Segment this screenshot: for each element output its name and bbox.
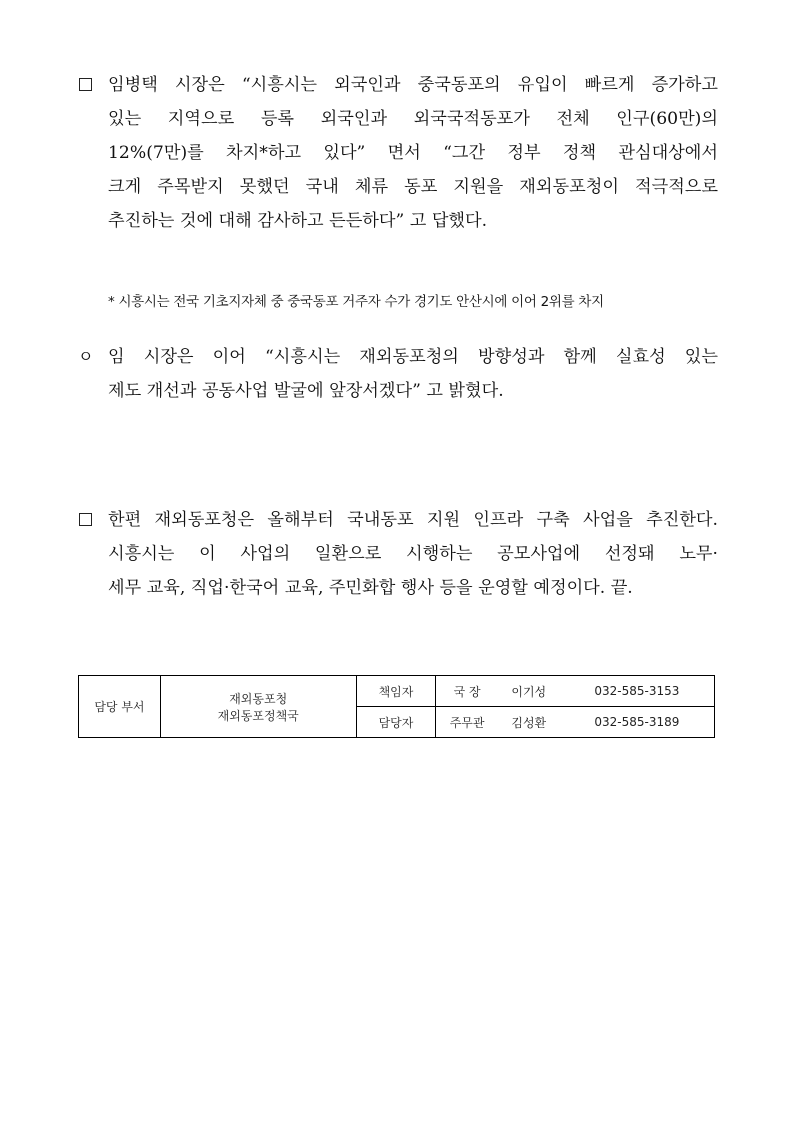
paragraph-text: 크게 주목받지 못했던 국내 체류 동포 지원을 재외동포청이 적극적으로 (108, 177, 718, 197)
paragraph-line (78, 537, 718, 571)
contact-table (78, 675, 715, 738)
paragraph-line (78, 136, 718, 170)
phone-cell: 032-585-3189 (560, 707, 715, 738)
name-cell: 이기성 (498, 676, 560, 707)
paragraph-text: 추진하는 것에 대해 감사하고 든든하다” 고 답했다. (108, 211, 488, 231)
role-cell: 책임자 (356, 676, 436, 707)
square-bullet-icon (79, 513, 92, 526)
paragraph-text: 한편 재외동포청은 올해부터 국내동포 지원 인프라 구축 사업을 추진한다. (108, 510, 718, 530)
paragraph-text: 시흥시는 이 사업의 일환으로 시행하는 공모사업에 선정돼 노무· (108, 544, 718, 564)
dept-label-cell: 담당 부서 (79, 676, 161, 738)
square-bullet-icon (79, 78, 92, 91)
paragraph-1 (78, 68, 718, 238)
dept-name-cell (160, 676, 356, 738)
paragraph-line (78, 102, 718, 136)
paragraph-line (78, 170, 718, 204)
paragraph-text: 임병택 시장은 “시흥시는 외국인과 중국동포의 유입이 빠르게 증가하고 (108, 75, 718, 95)
paragraph-line (78, 571, 718, 605)
paragraph-line (78, 503, 718, 537)
dept-name-line-1: 재외동포청 (229, 691, 288, 706)
phone-cell: 032-585-3153 (560, 676, 715, 707)
paragraph-text: 세무 교육, 직업·한국어 교육, 주민화합 행사 등을 운영할 예정이다. 끝. (108, 578, 633, 598)
paragraph-line (78, 204, 718, 238)
paragraph-text: 제도 개선과 공동사업 발굴에 앞장서겠다” 고 밝혔다. (108, 381, 504, 401)
name-cell: 김성환 (498, 707, 560, 738)
title-cell: 주무관 (436, 707, 498, 738)
paragraph-text: 12%(7만)를 차지*하고 있다” 면서 “그간 정부 정책 관심대상에서 (108, 143, 718, 163)
paragraph-2 (78, 340, 718, 408)
paragraph-line (78, 374, 718, 408)
title-cell: 국 장 (436, 676, 498, 707)
paragraph-line (78, 340, 718, 374)
paragraph-text: 있는 지역으로 등록 외국인과 외국국적동포가 전체 인구(60만)의 (108, 109, 718, 129)
dept-name-line-2: 재외동포정책국 (217, 708, 299, 723)
role-cell: 담당자 (356, 707, 436, 738)
table-row (79, 676, 715, 707)
circle-bullet-icon: ㅇ (78, 347, 94, 366)
paragraph-3 (78, 503, 718, 605)
footnote: * 시흥시는 전국 기초지자체 중 중국동포 거주자 수가 경기도 안산시에 이어 2위를 차지 (108, 294, 604, 310)
paragraph-line (78, 68, 718, 102)
paragraph-text: 임 시장은 이어 “시흥시는 재외동포청의 방향성과 함께 실효성 있는 (108, 347, 718, 367)
